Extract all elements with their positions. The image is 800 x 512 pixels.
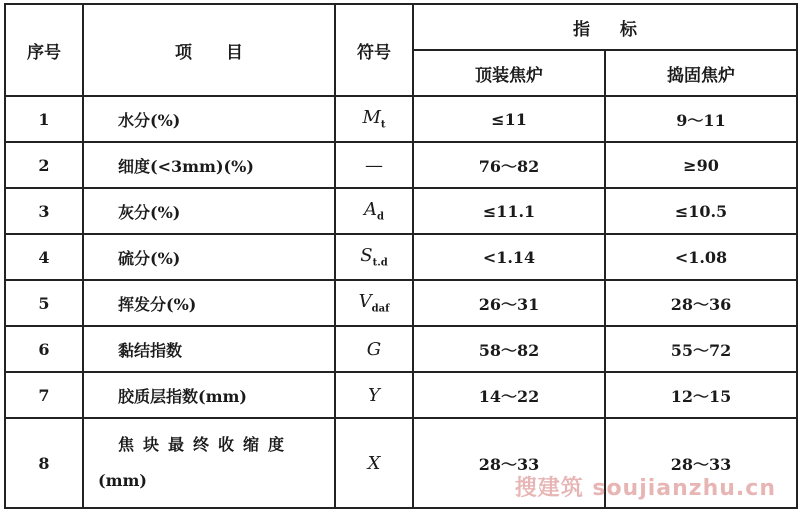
row-top-charge: 14～22 (413, 372, 605, 418)
table-row (5, 188, 797, 234)
row-top-charge: <1.14 (413, 234, 605, 280)
row-item: 灰分(%) (83, 188, 335, 234)
row-top-charge: ≤11.1 (413, 188, 605, 234)
row-symbol: $M_t$ (335, 96, 413, 142)
row-symbol: $S_{t.d}$ (335, 234, 413, 280)
header-indicator: 指标 (413, 4, 797, 50)
row-symbol: $A_d$ (335, 188, 413, 234)
table-row (5, 142, 797, 188)
header-seq: 序号 (5, 4, 83, 96)
row-no: 5 (5, 280, 83, 326)
row-symbol: Y (335, 372, 413, 418)
row-item: 硫分(%) (83, 234, 335, 280)
row-item: 水分(%) (83, 96, 335, 142)
table-row (5, 234, 797, 280)
row-stamp-charge: 9～11 (605, 96, 797, 142)
row-item: 胶质层指数(mm) (83, 372, 335, 418)
header-top-charge: 顶装焦炉 (413, 50, 605, 96)
table-row (5, 280, 797, 326)
row-top-charge: ≤11 (413, 96, 605, 142)
row-top-charge: 58～82 (413, 326, 605, 372)
row-item: 挥发分(%) (83, 280, 335, 326)
row-item (83, 418, 335, 508)
header-symbol: 符号 (335, 4, 413, 96)
row-no: 8 (5, 418, 83, 508)
header-item: 项 目 (83, 4, 335, 96)
row-stamp-charge: <1.08 (605, 234, 797, 280)
row-top-charge: 26～31 (413, 280, 605, 326)
row-stamp-charge: 55～72 (605, 326, 797, 372)
row-no: 7 (5, 372, 83, 418)
table-row (5, 96, 797, 142)
row-stamp-charge: 28～36 (605, 280, 797, 326)
table-row (5, 326, 797, 372)
row-stamp-charge: ≥90 (605, 142, 797, 188)
row-item-line2: (mm) (98, 471, 147, 490)
row-stamp-charge: 28～33 (605, 418, 797, 508)
row-stamp-charge: 12～15 (605, 372, 797, 418)
row-no: 6 (5, 326, 83, 372)
table-row (5, 372, 797, 418)
row-stamp-charge: ≤10.5 (605, 188, 797, 234)
row-symbol: $V_{daf}$ (335, 280, 413, 326)
row-no: 1 (5, 96, 83, 142)
row-symbol: G (335, 326, 413, 372)
coal-index-table (4, 3, 798, 509)
row-top-charge: 76～82 (413, 142, 605, 188)
row-item: 黏结指数 (83, 326, 335, 372)
watermark: 搜建筑 soujianzhu.cn (514, 476, 776, 501)
row-no: 3 (5, 188, 83, 234)
row-top-charge: 28～33 (413, 418, 605, 508)
row-no: 2 (5, 142, 83, 188)
row-item: 细度(<3mm)(%) (83, 142, 335, 188)
row-symbol: X (335, 418, 413, 508)
row-no: 4 (5, 234, 83, 280)
row-symbol: — (335, 142, 413, 188)
header-stamp-charge: 捣固焦炉 (605, 50, 797, 96)
row-item-line1: 焦块最终收缩度 (118, 435, 294, 454)
